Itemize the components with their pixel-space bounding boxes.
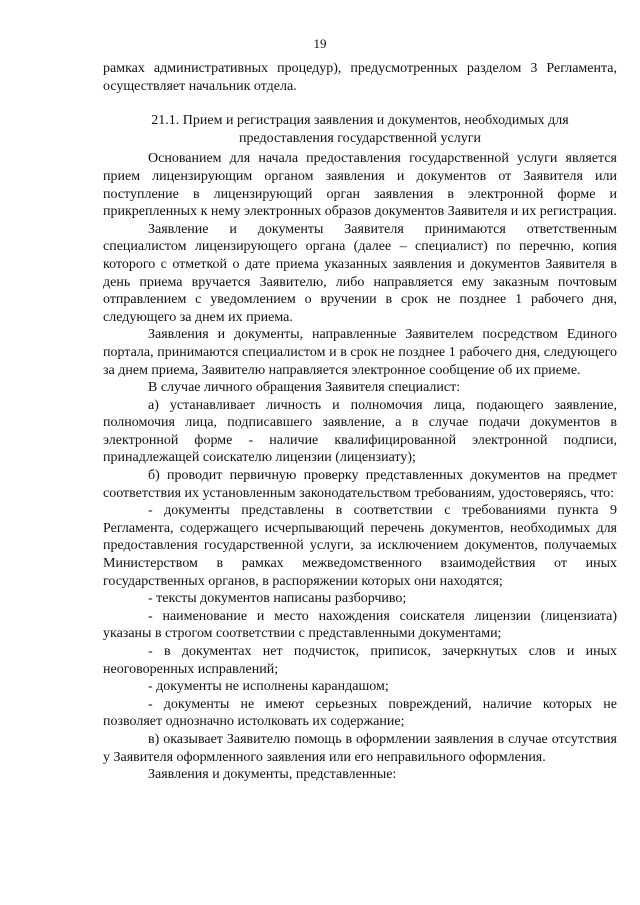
section-heading: 21.1. Прием и регистрация заявления и документов, необходимых для предоставления государственной услуги <box>151 113 569 146</box>
page-number: 19 <box>313 36 327 51</box>
check-item-legible: - тексты документов написаны разборчиво; <box>148 591 407 607</box>
list-item-a: а) устанавливает личность и полномочия лица, подающего заявление, полномочия лица, подписавшего заявление, а в случае подачи документов в электронной форме - наличие квалифицированной электронной подписи, принадлежащей соискателю лицензии (лицензиату); <box>103 397 617 466</box>
paragraph-acceptance: Заявление и документы Заявителя принимаются ответственным специалистом лицензирующего органа (далее – специалист) по перечню, копия которого с отметкой о дате приема указанных заявления и документов Заявителя в день приема вручается Заявителю, либо направляется ему заказным почтовым отправлением с уведомлением о вручении в срок не позднее 1 рабочего дня, следующего за днем их приема. <box>103 221 617 325</box>
check-item-name-location: - наименование и место нахождения соискателя лицензии (лицензиата) указаны в строгом соответствии с представленными документами; <box>103 608 617 642</box>
paragraph-submitted: Заявления и документы, представленные: <box>148 767 397 783</box>
list-item-b: б) проводит первичную проверку представленных документов на предмет соответствия их установленным законодательством требованиям, удостоверяясь, что: <box>103 468 617 501</box>
check-item-no-damage: - документы не имеют серьезных повреждений, наличие которых не позволяет однозначно истолковать их содержание; <box>103 696 617 730</box>
paragraph-basis: Основанием для начала предоставления государственной услуги является прием лицензирующим органом заявления и документов от Заявителя или поступление в лицензирующий орган заявления в электронной форме и прикрепленных к нему электронных образов документов Заявителя и их регистрация. <box>103 151 617 220</box>
check-item-no-corrections: - в документах нет подчисток, приписок, зачеркнутых слов и иных неоговоренных исправлений; <box>103 644 617 677</box>
check-item-no-pencil: - документы не исполнены карандашом; <box>148 679 389 695</box>
paragraph-portal: Заявления и документы, направленные Заявителем посредством Единого портала, принимаются специалистом и в срок не позднее 1 рабочего дня, следующего за днем приема, Заявителю направляется электронное сообщение об их приеме. <box>103 327 617 378</box>
paragraph-personal-visit: В случае личного обращения Заявителя специалист: <box>148 380 461 396</box>
continuation-paragraph: рамках административных процедур), предусмотренных разделом 3 Регламента, осуществляет начальник отдела. <box>103 61 617 94</box>
document-body <box>103 60 617 784</box>
check-item-documents-requirements: - документы представлены в соответствии с требованиями пункта 9 Регламента, содержащего исчерпывающий перечень документов, необходимых для предоставления государственной услуги, за исключением документов, получаемых Министерством в рамках межведомственного взаимодействия от иных государственных органов, в распоряжении которых они находятся; <box>103 503 617 589</box>
list-item-c: в) оказывает Заявителю помощь в оформлении заявления в случае отсутствия у Заявителя оформленного заявления или его неправильного оформления. <box>103 731 617 765</box>
